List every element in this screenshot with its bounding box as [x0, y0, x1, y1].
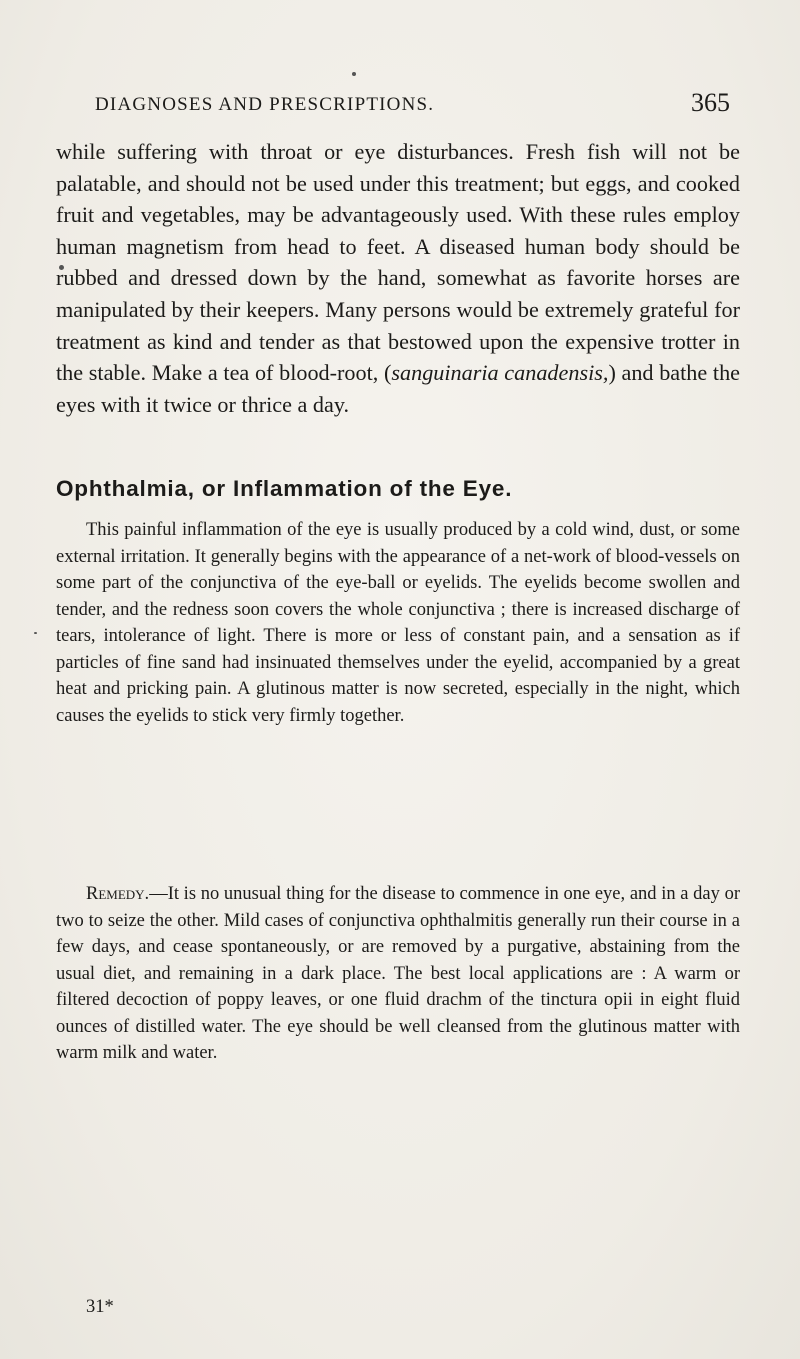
signature-mark: 31*: [86, 1297, 114, 1317]
section-heading: Ophthalmia, or Inflammation of the Eye.: [56, 476, 513, 501]
ink-speck: [34, 632, 37, 634]
intro-text-end: ) and bathe the eyes with it twice or thrice a day.: [56, 360, 741, 417]
page-number: 365: [691, 88, 730, 117]
latin-name: sanguinaria canadensis,: [391, 360, 609, 386]
description-paragraph: [56, 517, 740, 729]
ink-speck: [352, 72, 356, 76]
intro-text: while suffering with throat or eye disturbances. Fresh fish will not be palatable, and should not be used under this treatment; but eggs, and cooked fruit and vegetables, may be advantageously used. With these rules employ human magnetism from head to feet. A diseased human body should be rubbed and dressed down by the hand, somewhat as favorite horses are manipulated by their keepers. Many persons would be extremely grateful for treatment as kind and tender as that bestowed upon the expensive trotter in the stable. Make a tea of blood-root, (: [56, 139, 740, 386]
intro-paragraph: [56, 136, 740, 420]
remedy-label: Remedy.: [86, 884, 150, 904]
remedy-text: —It is no unusual thing for the disease to commence in one eye, and in a day or two to seize the other. Mild cases of conjunctiva ophthalmitis generally run their course in a few days, and cease spontaneously, or are removed by a purgative, abstaining from the usual diet, and remaining in a dark place. The best local applications are : A warm or filtered decoction of poppy leaves, or one fluid drachm of the tinctura opii in eight fluid ounces of distilled water. The eye should be well cleansed from the glutinous matter with warm milk and water.: [56, 884, 740, 1063]
running-head: [95, 82, 730, 122]
description-text: This painful inflammation of the eye is usually produced by a cold wind, dust, or some external irritation. It generally begins with the appearance of a net-work of blood-vessels on some part of the conjunctiva of the eye-ball or eyelids. The eyelids become swollen and tender, and the redness soon covers the whole conjunctiva ; there is increased discharge of tears, intolerance of light. There is more or less of constant pain, and a sensation as if particles of fine sand had insinuated themselves under the eyelid, accompanied by a great heat and pricking pain. A glutinous matter is now secreted, especially in the night, which causes the eyelids to stick very firmly together.: [56, 520, 740, 726]
running-title: DIAGNOSES AND PRESCRIPTIONS.: [95, 94, 435, 115]
remedy-paragraph: [56, 881, 740, 1067]
